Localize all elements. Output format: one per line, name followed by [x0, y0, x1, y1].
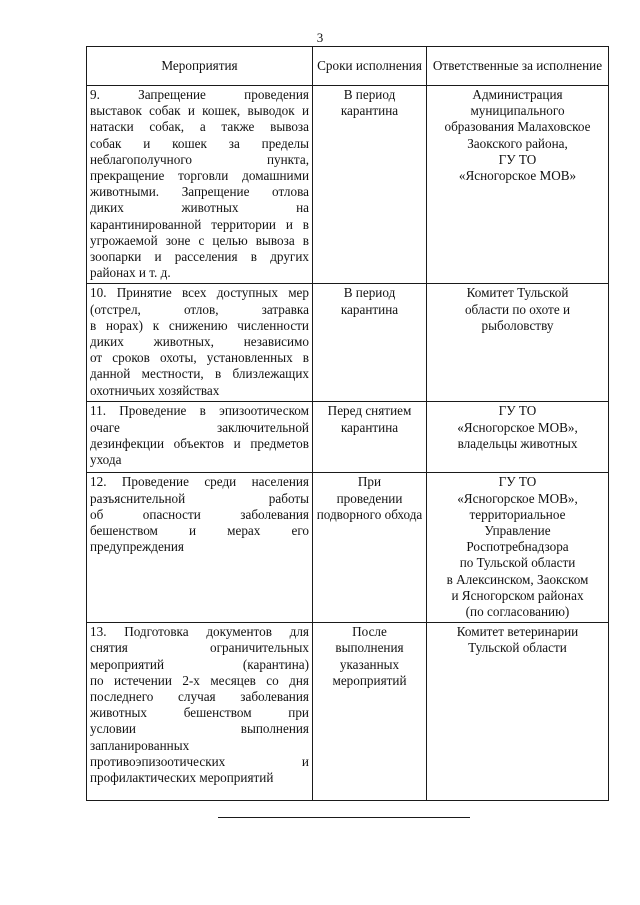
term-cell: [313, 402, 427, 473]
task-line: карантинированной территории и в: [90, 216, 309, 232]
task-line: животными. Запрещение отлова: [90, 184, 309, 200]
task-line: охотничьих хозяйствах: [90, 382, 220, 398]
responsible-line: области по охоте и: [464, 301, 571, 317]
responsible-line: ГУ ТО: [498, 403, 537, 419]
responsible-line: Комитет Тульской: [466, 285, 569, 301]
task-line: ухода: [90, 452, 122, 468]
task-line: 11. Проведение в эпизоотическом: [90, 403, 309, 419]
term-line: При: [357, 474, 382, 490]
responsible-cell: [427, 473, 609, 623]
header-term: Сроки исполнения: [313, 47, 427, 86]
task-line: бешенством и мерах его: [90, 523, 309, 539]
measures-table: [86, 46, 609, 801]
task-line: диких животных на: [90, 200, 309, 216]
term-line: карантина: [340, 103, 399, 119]
table-row: [87, 623, 609, 801]
responsible-line: образования Малаховское: [444, 119, 591, 135]
task-line: от сроков охоты, установленных в: [90, 350, 309, 366]
responsible-line: по Тульской области: [459, 555, 576, 571]
table-row: [87, 284, 609, 402]
responsible-cell: [427, 402, 609, 473]
task-line: угрожаемой зоне с целью вывоза в: [90, 232, 309, 248]
table-row: [87, 402, 609, 473]
task-line: мероприятий (карантина): [90, 656, 309, 672]
responsible-line: Заокского района,: [467, 135, 568, 151]
term-line: После: [352, 624, 387, 640]
responsible-line: рыболовству: [481, 317, 554, 333]
page-number: 3: [316, 30, 324, 45]
term-line: В период: [343, 285, 396, 301]
term-line: В период: [343, 87, 396, 102]
table-row: [87, 86, 609, 284]
task-line: по истечении 2-х месяцев со дня: [90, 672, 309, 688]
task-cell: [87, 284, 313, 402]
task-line: зоопарки и расселения в других: [90, 249, 309, 265]
term-line: проведении: [336, 490, 403, 506]
table-row: [87, 473, 609, 623]
task-line: выставок собак и кошек, выводок и: [90, 103, 309, 119]
task-cell: [87, 86, 313, 284]
responsible-line: «Ясногорское МОВ»,: [457, 419, 578, 435]
task-cell: [87, 623, 313, 801]
responsible-line: и Ясногорском районах: [451, 587, 584, 603]
responsible-line: владельцы животных: [457, 435, 578, 451]
term-line: мероприятий: [332, 672, 407, 688]
task-line: натаски собак, а также вывоза: [90, 119, 309, 135]
responsible-line: (по согласованию): [465, 604, 570, 620]
responsible-line: Комитет ветеринарии: [456, 624, 579, 640]
header-task: Мероприятия: [87, 47, 313, 86]
term-line: выполнения: [335, 640, 404, 656]
responsible-line: в Алексинском, Заокском: [446, 571, 589, 587]
responsible-cell: [427, 86, 609, 284]
task-line: предупреждения: [90, 539, 184, 555]
responsible-line: «Ясногорское МОВ»: [458, 168, 577, 184]
task-line: прекращение торговли домашними: [90, 168, 309, 184]
task-line: данной местности, в близлежащих: [90, 366, 309, 382]
task-cell: [87, 402, 313, 473]
term-cell: [313, 86, 427, 284]
task-line: в норах) к снижению численности: [90, 317, 309, 333]
term-line: карантина: [340, 301, 399, 317]
term-line: Перед снятием: [327, 403, 412, 419]
task-line: условии выполнения: [90, 721, 309, 737]
term-line: подворного обхода: [316, 506, 423, 522]
footer-separator-line: [218, 817, 470, 818]
task-line: противоэпизоотических и: [90, 753, 309, 769]
term-line: указанных: [339, 656, 400, 672]
task-line: профилактических мероприятий: [90, 770, 274, 786]
task-line: 10. Принятие всех доступных мер: [90, 285, 309, 301]
table-header-row: [87, 47, 609, 86]
responsible-line: Роспотребнадзора: [466, 539, 569, 555]
responsible-line: ГУ ТО: [498, 151, 537, 167]
responsible-cell: [427, 284, 609, 402]
header-responsible: Ответственные за исполнение: [427, 47, 609, 86]
task-line: 12. Проведение среди населения: [90, 474, 309, 490]
term-cell: [313, 623, 427, 801]
responsible-line: Управление: [484, 523, 551, 539]
responsible-line: территориальное: [469, 506, 566, 522]
task-line: об опасности заболевания: [90, 506, 309, 522]
task-cell: [87, 473, 313, 623]
task-line: снятия ограничительных: [90, 640, 309, 656]
task-line: диких животных, независимо: [90, 334, 309, 350]
responsible-line: «Ясногорское МОВ»,: [457, 490, 578, 506]
task-line: (отстрел, отлов, затравка: [90, 301, 309, 317]
task-line: животных бешенством при: [90, 705, 309, 721]
task-line: последнего случая заболевания: [90, 689, 309, 705]
task-line: 13. Подготовка документов для: [90, 624, 309, 640]
term-cell: [313, 473, 427, 623]
task-line: районах и т. д.: [90, 265, 171, 281]
task-line: неблагополучного пункта,: [90, 151, 309, 167]
responsible-line: ГУ ТО: [498, 474, 537, 490]
task-line: разъяснительной работы: [90, 490, 309, 506]
responsible-line: муниципального: [470, 103, 565, 119]
task-line: собак и кошек за пределы: [90, 135, 309, 151]
responsible-cell: [427, 623, 609, 801]
responsible-line: Тульской области: [468, 640, 567, 656]
task-line: запланированных: [90, 737, 190, 753]
term-cell: [313, 284, 427, 402]
task-line: 9. Запрещение проведения: [90, 87, 309, 102]
term-line: карантина: [340, 419, 399, 435]
responsible-line: Администрация: [472, 87, 563, 102]
task-line: очаге заключительной: [90, 419, 309, 435]
task-line: дезинфекции объектов и предметов: [90, 435, 309, 451]
